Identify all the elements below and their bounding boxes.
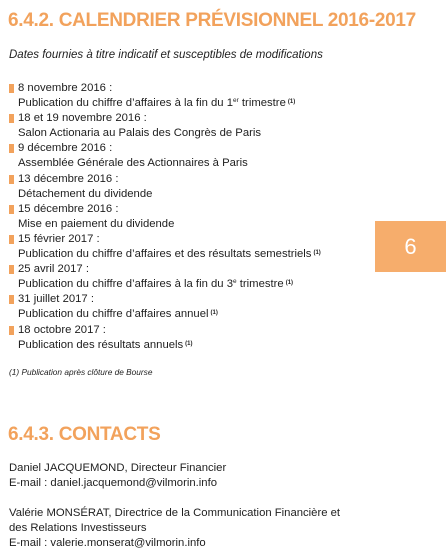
- event-date: 8 novembre 2016 :: [18, 82, 113, 94]
- contact-name-role: Daniel JACQUEMOND, Directeur Financier: [9, 462, 227, 474]
- event-date: 18 et 19 novembre 2016 :: [18, 112, 147, 125]
- contact-block: [9, 461, 226, 491]
- event-item: [9, 262, 321, 292]
- event-item: [9, 111, 321, 141]
- bullet-icon: [9, 144, 14, 153]
- event-desc-after: trimestre: [236, 278, 284, 291]
- section-title-calendar: 6.4.2. CALENDRIER PRÉVISIONNEL 2016-2017: [8, 10, 416, 31]
- event-item: [9, 202, 321, 232]
- event-desc: Détachement du dividende: [18, 187, 153, 200]
- chapter-tab: [375, 221, 446, 272]
- event-desc: Publication du chiffre d’affaires à la fin du 3: [18, 278, 233, 291]
- chapter-number: 6: [404, 233, 417, 259]
- event-item: [9, 172, 321, 202]
- event-desc: Publication du chiffre d’affaires et des résultats semestriels: [18, 248, 312, 261]
- bullet-icon: [9, 175, 14, 184]
- footnote-ref: (1): [185, 340, 193, 347]
- event-date: 13 décembre 2016 :: [18, 172, 119, 185]
- footnote: (1) Publication après clôture de Bourse: [9, 367, 153, 377]
- event-desc: Salon Actionaria au Palais des Congrès de Paris: [18, 127, 262, 140]
- contact-name-role: Valérie MONSÉRAT, Directrice de la Communication Financière et: [9, 507, 341, 519]
- event-item: [9, 141, 321, 171]
- footnote-ref: (1): [287, 99, 296, 106]
- contact-role-continued: des Relations Investisseurs: [9, 522, 147, 535]
- event-desc: Publication du chiffre d’affaires annuel: [18, 308, 209, 321]
- event-item: [9, 232, 321, 262]
- event-item: [9, 81, 321, 111]
- bullet-icon: [9, 326, 14, 335]
- footnote-ref: (1): [285, 280, 294, 287]
- event-desc-after: trimestre: [238, 97, 286, 110]
- contact-email: E-mail : daniel.jacquemond@vilmorin.info: [9, 477, 217, 490]
- ordinal-suffix: er: [233, 97, 239, 105]
- bullet-icon: [9, 235, 14, 244]
- event-item: [9, 292, 321, 322]
- ordinal-suffix: e: [233, 278, 237, 286]
- section-title-contacts: 6.4.3. CONTACTS: [8, 424, 161, 445]
- footnote-ref: (1): [313, 250, 321, 257]
- event-list: [9, 81, 321, 353]
- event-date: 15 février 2017 :: [18, 232, 100, 245]
- bullet-icon: [9, 265, 14, 274]
- event-date: 25 avril 2017 :: [18, 263, 89, 276]
- bullet-icon: [9, 205, 14, 214]
- contact-email: E-mail : valerie.monserat@vilmorin.info: [9, 537, 206, 550]
- event-date: 31 juillet 2017 :: [18, 293, 94, 306]
- bullet-icon: [9, 84, 14, 93]
- event-desc: Mise en paiement du dividende: [18, 217, 175, 230]
- event-desc: Publication du chiffre d’affaires à la fin du 1: [18, 97, 233, 110]
- bullet-icon: [9, 295, 14, 304]
- event-desc: Publication des résultats annuels: [18, 338, 184, 351]
- event-item: [9, 323, 321, 353]
- event-date: 9 décembre 2016 :: [18, 142, 113, 155]
- calendar-intro: Dates fournies à titre indicatif et susceptibles de modifications: [9, 49, 323, 61]
- event-date: 18 octobre 2017 :: [18, 323, 106, 336]
- footnote-ref: (1): [210, 310, 218, 317]
- contact-block: [9, 506, 340, 552]
- bullet-icon: [9, 114, 14, 123]
- event-date: 15 décembre 2016 :: [18, 202, 119, 215]
- event-desc: Assemblée Générale des Actionnaires à Paris: [18, 157, 248, 170]
